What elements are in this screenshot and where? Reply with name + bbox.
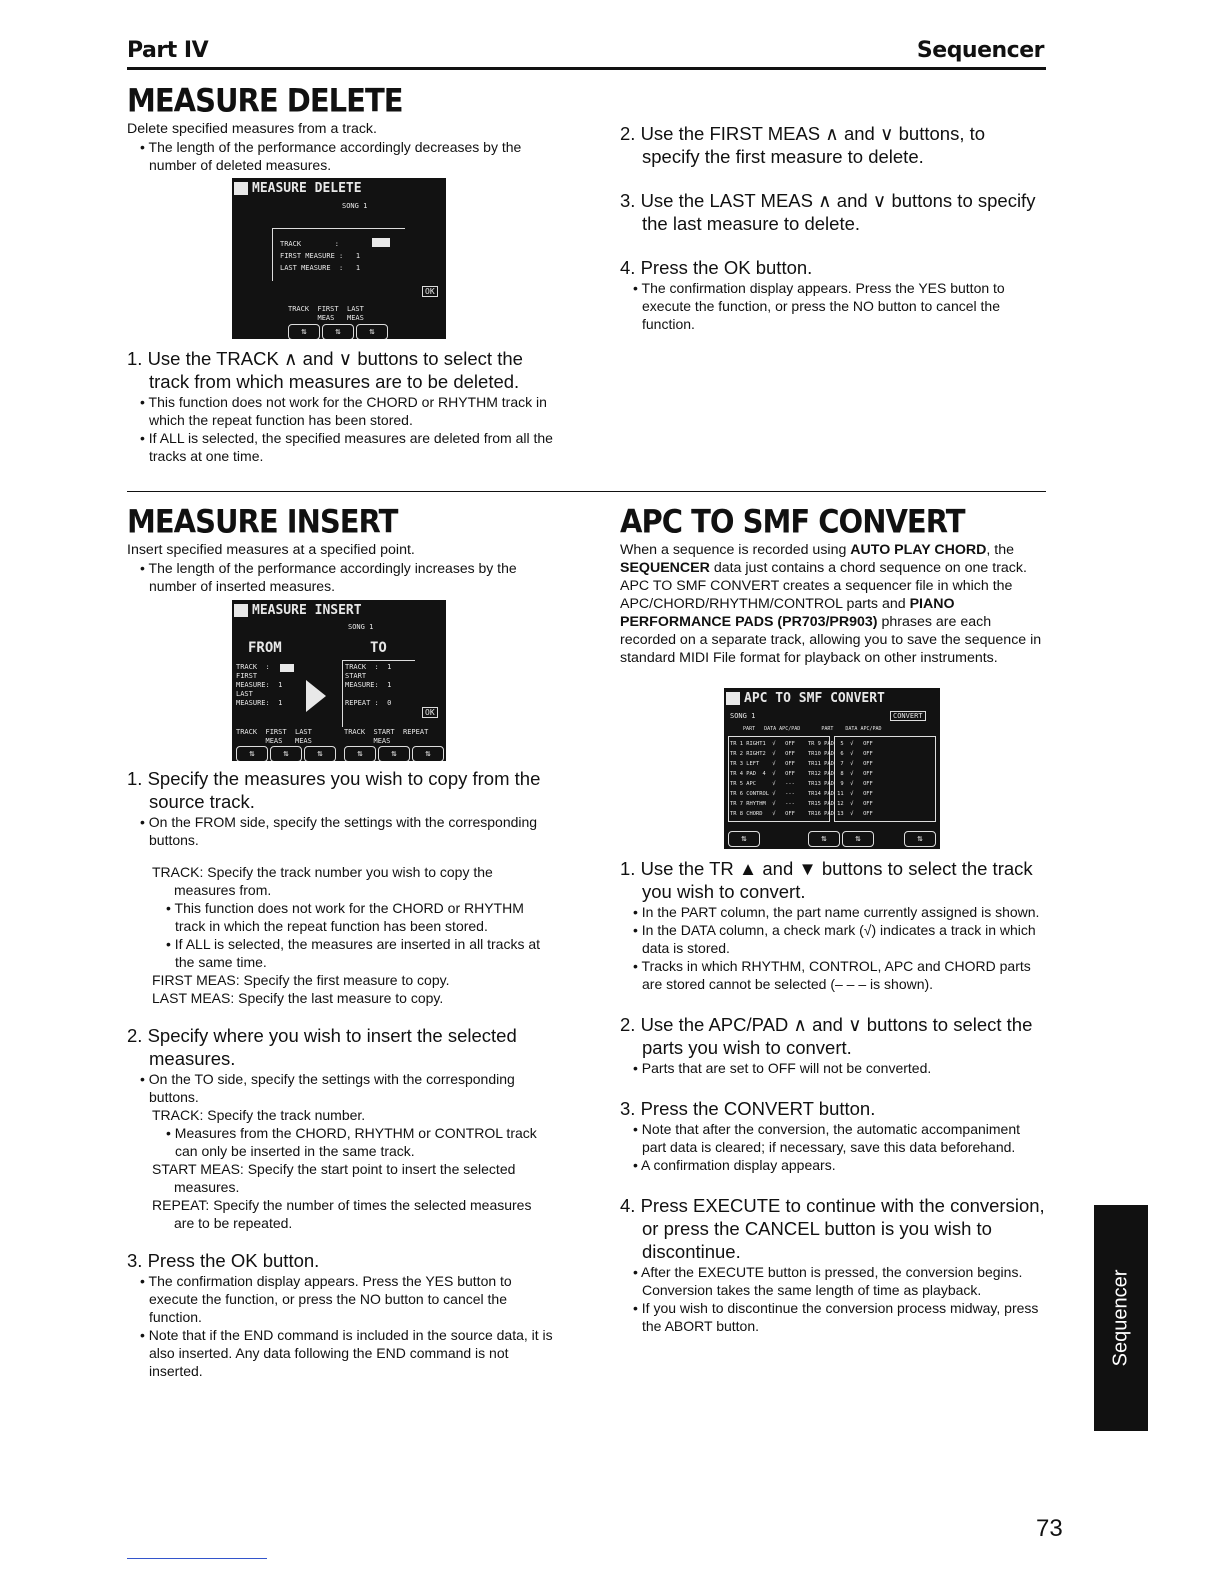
apc-convert-intro: When a sequence is recorded using AUTO PLAY CHORD, the SEQUENCER data just contains a chord sequence on one track. APC TO SMF CONVERT creates a sequencer file in which the APC/CHORD/RHYTHM/CONTROL parts and PIANO PERFORMANCE PADS (PR703/PR903) phrases are each recorded on a separate track, allowing you to save the sequence in standard MIDI File format for playback on other instruments. [620, 542, 1042, 666]
apc-convert-step1-note2: • In the DATA column, a check mark (√) indicates a track in which data is stored. [620, 921, 1046, 957]
track-note1: • This function does not work for the CHORD or RHYTHM track in which the repeat function has been stored. [127, 899, 555, 935]
measure-insert-step3: 3. Press the OK button. [127, 1250, 320, 1271]
start-meas-description: START MEAS: Specify the start point to insert the selected measures. [152, 1161, 516, 1195]
apc-convert-step4-note2: • If you wish to discontinue the conversion process midway, press the ABORT button. [620, 1299, 1046, 1335]
measure-insert-display [232, 600, 446, 761]
lcd-row-last: LAST MEASURE : 1 [280, 264, 361, 272]
measure-delete-intro: Delete specified measures from a track. [127, 121, 377, 137]
to-track-description: TRACK: Specify the track number. [152, 1107, 366, 1123]
apc-convert-step1-note1: • In the PART column, the part name currently assigned is shown. [620, 903, 1046, 921]
last-meas-updown-button[interactable]: ⇅ [356, 324, 388, 339]
measure-delete-display [232, 178, 446, 339]
measure-insert-bullet: • The length of the performance accordingly increases by the number of inserted measures. [127, 559, 555, 595]
first-meas-description: FIRST MEAS: Specify the first measure to copy. [152, 972, 450, 988]
lcd-song: SONG 1 [348, 623, 374, 631]
apc-convert-step2-note: • Parts that are set to OFF will not be converted. [620, 1059, 1046, 1077]
measure-insert-step3-note1: • The confirmation display appears. Press the YES button to execute the function, or press the NO button to cancel the function. [127, 1272, 555, 1326]
apc-convert-step3-note2: • A confirmation display appears. [620, 1156, 1046, 1174]
section-label: Sequencer [916, 38, 1044, 63]
measure-delete-bullet: • The length of the performance accordingly decreases by the number of deleted measures. [127, 138, 555, 174]
lcd-to-button-labels: TRACK START REPEAT MEAS [344, 728, 429, 745]
header-rule [127, 67, 1046, 70]
lcd-convert-button[interactable]: CONVERT [890, 711, 926, 721]
lcd-row-first: FIRST MEASURE : 1 [280, 252, 361, 260]
to-start-updown-button[interactable]: ⇅ [378, 746, 410, 761]
measure-insert-intro: Insert specified measures at a specified point. [127, 542, 415, 558]
lcd-from-track-value [280, 664, 294, 672]
measure-delete-step2: 2. Use the FIRST MEAS ∧ and ∨ buttons, to specify the first measure to delete. [620, 123, 986, 167]
apc-convert-step2: 2. Use the APC/PAD ∧ and ∨ buttons to select the parts you wish to convert. [620, 1014, 1033, 1058]
apc-pad-updown-button-3[interactable]: ⇅ [904, 831, 936, 847]
from-track-updown-button[interactable]: ⇅ [236, 746, 268, 761]
from-first-updown-button[interactable]: ⇅ [270, 746, 302, 761]
measure-delete-title: MEASURE DELETE [127, 82, 403, 120]
apc-convert-step3-note1: • Note that after the conversion, the automatic accompaniment part data is cleared; if necessary, save this data beforehand. [620, 1120, 1046, 1156]
section-divider [127, 491, 1046, 492]
tr-updown-button[interactable]: ⇅ [728, 831, 760, 847]
to-track-note: • Measures from the CHORD, RHYTHM or CONTROL track can only be inserted in the same track. [127, 1124, 555, 1160]
footer-line [127, 1558, 267, 1559]
measure-insert-title: MEASURE INSERT [127, 503, 398, 541]
lcd-track-rows: TR 1 RIGHT1 √ OFF TR 9 PAD 5 √ OFF TR 2 RIGHT2 √ OFF TR10 PAD 6 √ OFF TR 3 LEFT √ OFF TR11 PAD 7 √ OFF TR 4 PAD 4 √ OFF TR12 PAD 8 √ OFF TR 5 APC √ --- TR13 PAD 9 √ OFF TR 6 CONTROL √ --- TR14 PAD 11 √ OFF TR 7 RHYTHM √ --- TR15 PAD 12 √ OFF TR 8 CHORD √ OFF TR16 PAD 13 √ OFF [730, 741, 873, 817]
apc-pad-updown-button-2[interactable]: ⇅ [842, 831, 874, 847]
measure-insert-step3-note2: • Note that if the END command is included in the source data, it is also inserted. Any data following the END command is not inserted. [127, 1326, 555, 1380]
page-number: 73 [1036, 1515, 1063, 1542]
from-last-updown-button[interactable]: ⇅ [304, 746, 336, 761]
measure-delete-step1-note2: • If ALL is selected, the specified measures are deleted from all the tracks at one time. [127, 429, 555, 465]
measure-delete-step4-note: • The confirmation display appears. Press the YES button to execute the function, or press the NO button to cancel the function. [620, 279, 1046, 333]
apc-convert-step4-note1: • After the EXECUTE button is pressed, the conversion begins. Conversion takes the same length of time as playback. [620, 1263, 1046, 1299]
lcd-ok-button[interactable]: OK [422, 707, 438, 718]
lcd-title: MEASURE INSERT [252, 603, 362, 618]
track-note2: • If ALL is selected, the measures are inserted in all tracks at the same time. [127, 935, 555, 971]
to-track-updown-button[interactable]: ⇅ [344, 746, 376, 761]
track-description: TRACK: Specify the track number you wish to copy the measures from. [152, 864, 493, 898]
apc-pad-updown-button-1[interactable]: ⇅ [808, 831, 840, 847]
measure-insert-step2-note: • On the TO side, specify the settings with the corresponding buttons. [127, 1070, 555, 1106]
apc-convert-title: APC TO SMF CONVERT [620, 503, 965, 541]
apc-convert-step1-note3: • Tracks in which RHYTHM, CONTROL, APC and CHORD parts are stored cannot be selected (– – – is shown). [620, 957, 1046, 993]
lcd-from-rows: TRACK : FIRST MEASURE: 1 LAST MEASURE: 1 [236, 663, 283, 707]
part-label: Part IV [127, 38, 209, 63]
apc-convert-step3: 3. Press the CONVERT button. [620, 1098, 876, 1119]
measure-delete-step4: 4. Press the OK button. [620, 257, 813, 278]
lcd-column-headers: PART DATA APC/PAD PART DATA APC/PAD [728, 726, 882, 732]
lcd-ok-button[interactable]: OK [422, 286, 438, 297]
lcd-from-button-labels: TRACK FIRST LAST MEAS MEAS [236, 728, 312, 745]
measure-insert-step1: 1. Specify the measures you wish to copy from the source track. [127, 768, 541, 812]
lcd-song: SONG 1 [730, 712, 756, 720]
lcd-to-label: TO [370, 640, 387, 656]
lcd-track-value [372, 238, 390, 247]
measure-delete-step1-note1: • This function does not work for the CHORD or RHYTHM track in which the repeat function has been stored. [127, 393, 555, 429]
apc-convert-display [724, 688, 940, 849]
lcd-from-label: FROM [248, 640, 282, 656]
lcd-to-rows: TRACK : 1 START MEASURE: 1 REPEAT : 0 [345, 663, 392, 707]
side-tab [1094, 1205, 1148, 1431]
last-meas-description: LAST MEAS: Specify the last measure to copy. [152, 990, 444, 1006]
lcd-button-labels: TRACK FIRST LAST MEAS MEAS [288, 305, 364, 322]
lcd-title: APC TO SMF CONVERT [744, 691, 885, 706]
measure-insert-step2: 2. Specify where you wish to insert the selected measures. [127, 1025, 517, 1069]
arrow-right-icon [306, 680, 326, 712]
to-repeat-updown-button[interactable]: ⇅ [412, 746, 444, 761]
track-updown-button[interactable]: ⇅ [288, 324, 320, 339]
measure-insert-step1-note: • On the FROM side, specify the settings with the corresponding buttons. [127, 813, 555, 849]
lcd-row-track: TRACK : [280, 240, 340, 248]
apc-convert-step4: 4. Press EXECUTE to continue with the conversion, or press the CANCEL button is you wish to discontinue. [620, 1195, 1045, 1262]
repeat-description: REPEAT: Specify the number of times the selected measures are to be repeated. [152, 1197, 532, 1231]
side-tab-label: Sequencer [1109, 1269, 1132, 1367]
measure-delete-step3: 3. Use the LAST MEAS ∧ and ∨ buttons to specify the last measure to delete. [620, 190, 1036, 234]
lcd-title: MEASURE DELETE [252, 181, 362, 196]
first-meas-updown-button[interactable]: ⇅ [322, 324, 354, 339]
lcd-song: SONG 1 [342, 202, 368, 210]
apc-convert-step1: 1. Use the TR ▲ and ▼ buttons to select the track you wish to convert. [620, 858, 1033, 902]
measure-delete-step1: 1. Use the TRACK ∧ and ∨ buttons to select the track from which measures are to be deleted. [127, 348, 523, 392]
